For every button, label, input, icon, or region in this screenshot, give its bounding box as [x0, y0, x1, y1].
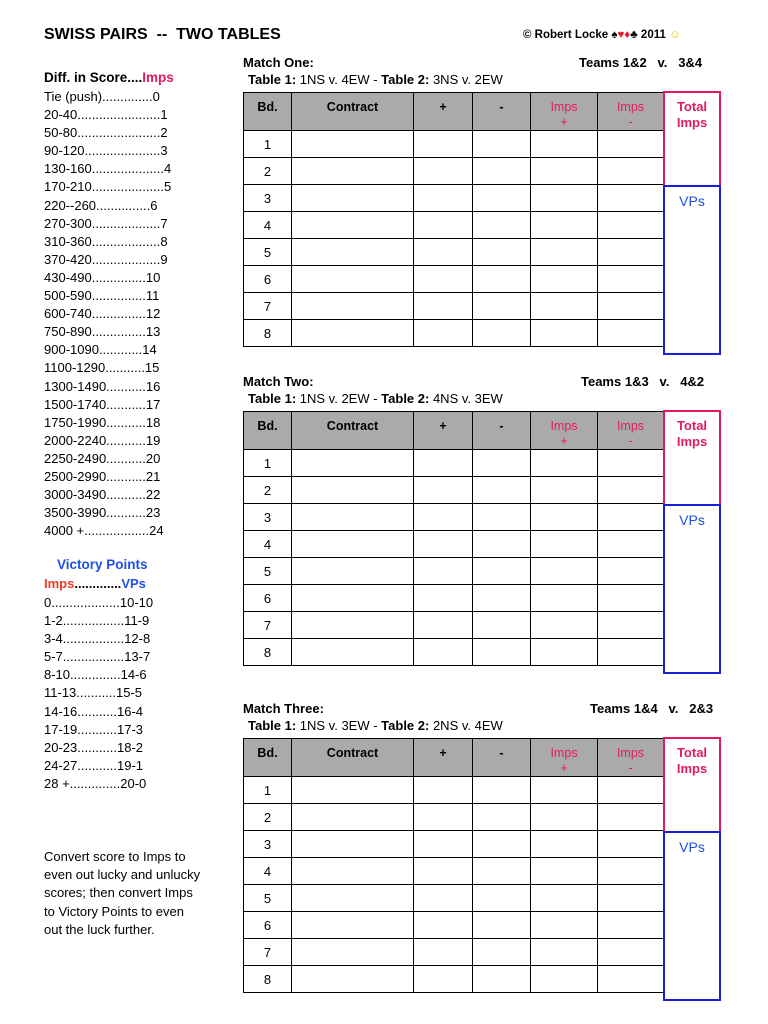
imps-minus-cell[interactable] — [598, 858, 664, 885]
board-number: 5 — [244, 239, 292, 266]
imps-minus-line2: - — [628, 115, 633, 129]
total-imps-box[interactable] — [663, 91, 721, 187]
table2-label: Table 2: — [381, 391, 430, 406]
table1-label: Table 1: — [248, 391, 297, 406]
match-title: Match One: — [243, 55, 314, 70]
vp-scale-row: 20-23...........18-2 — [44, 739, 143, 755]
contract-cell[interactable] — [292, 531, 414, 558]
contract-cell[interactable] — [292, 612, 414, 639]
imps-scale-row: 90-120.....................3 — [44, 143, 168, 159]
plus-score-cell[interactable] — [414, 504, 473, 531]
contract-cell[interactable] — [292, 266, 414, 293]
col-header-bd: Bd. — [244, 412, 292, 450]
board-row — [244, 185, 721, 212]
vp-scale-row: 11-13...........15-5 — [44, 685, 143, 701]
board-row — [244, 450, 721, 477]
imps-minus-cell[interactable] — [598, 158, 664, 185]
board-row — [244, 531, 721, 558]
plus-score-cell[interactable] — [414, 585, 473, 612]
imps-plus-cell[interactable] — [531, 239, 598, 266]
minus-score-cell[interactable] — [473, 477, 531, 504]
board-number: 4 — [244, 531, 292, 558]
imps-minus-cell[interactable] — [598, 185, 664, 212]
board-number: 2 — [244, 158, 292, 185]
total-imps-label-2: Imps — [676, 761, 708, 776]
board-row — [244, 212, 721, 239]
plus-score-cell[interactable] — [414, 639, 473, 666]
col-header-minus: - — [473, 739, 531, 777]
minus-score-cell[interactable] — [473, 293, 531, 320]
board-number: 4 — [244, 858, 292, 885]
board-row — [244, 158, 721, 185]
contract-cell[interactable] — [292, 777, 414, 804]
imps-plus-cell[interactable] — [531, 212, 598, 239]
minus-score-cell[interactable] — [473, 858, 531, 885]
contract-cell[interactable] — [292, 639, 414, 666]
imps-plus-cell[interactable] — [531, 585, 598, 612]
imps-scale-row: 370-420...................9 — [44, 251, 168, 267]
imps-minus-cell[interactable] — [598, 612, 664, 639]
contract-cell[interactable] — [292, 239, 414, 266]
minus-score-cell[interactable] — [473, 939, 531, 966]
match-title: Match Two: — [243, 374, 314, 389]
plus-score-cell[interactable] — [414, 558, 473, 585]
minus-score-cell[interactable] — [473, 966, 531, 993]
minus-score-cell[interactable] — [473, 158, 531, 185]
board-row — [244, 777, 721, 804]
plus-score-cell[interactable] — [414, 804, 473, 831]
board-row — [244, 585, 721, 612]
board-row — [244, 293, 721, 320]
imps-plus-cell[interactable] — [531, 831, 598, 858]
board-number: 6 — [244, 585, 292, 612]
vp-scale-list — [44, 594, 153, 793]
imps-scale-row: 270-300...................7 — [44, 215, 168, 231]
board-number: 5 — [244, 558, 292, 585]
col-header-imps-plus — [531, 93, 598, 131]
board-row — [244, 477, 721, 504]
contract-cell[interactable] — [292, 885, 414, 912]
imps-plus-cell[interactable] — [531, 939, 598, 966]
imps-minus-cell[interactable] — [598, 966, 664, 993]
imps-minus-cell[interactable] — [598, 885, 664, 912]
table2-pairing: 3NS v. 2EW — [429, 72, 503, 87]
page-title: SWISS PAIRS -- TWO TABLES — [44, 26, 281, 43]
imps-plus-cell[interactable] — [531, 612, 598, 639]
imps-scale-list — [44, 88, 171, 540]
contract-cell[interactable] — [292, 912, 414, 939]
imps-minus-cell[interactable] — [598, 558, 664, 585]
plus-score-cell[interactable] — [414, 266, 473, 293]
board-number: 6 — [244, 266, 292, 293]
imps-plus-cell[interactable] — [531, 293, 598, 320]
imps-minus-line1: Imps — [616, 100, 645, 114]
imps-scale-row: 430-490...............10 — [44, 269, 161, 285]
plus-score-cell[interactable] — [414, 450, 473, 477]
board-number: 3 — [244, 831, 292, 858]
imps-minus-cell[interactable] — [598, 831, 664, 858]
imps-scale-row: 750-890...............13 — [44, 324, 161, 340]
plus-score-cell[interactable] — [414, 158, 473, 185]
table1-pairing: 1NS v. 3EW - — [296, 718, 382, 733]
imps-minus-cell[interactable] — [598, 639, 664, 666]
vps-box[interactable]: VPs — [663, 504, 721, 674]
match-teams: Teams 1&3 v. 4&2 — [581, 374, 705, 389]
imps-scale-row: 130-160....................4 — [44, 161, 172, 177]
diamond-icon: ♦ — [624, 29, 631, 41]
imps-minus-cell[interactable] — [598, 939, 664, 966]
plus-score-cell[interactable] — [414, 885, 473, 912]
minus-score-cell[interactable] — [473, 504, 531, 531]
imps-plus-line1: Imps — [550, 100, 578, 114]
score-table — [243, 92, 721, 347]
col-header-minus: - — [473, 93, 531, 131]
plus-score-cell[interactable] — [414, 239, 473, 266]
board-row — [244, 831, 721, 858]
minus-score-cell[interactable] — [473, 131, 531, 158]
imps-plus-cell[interactable] — [531, 131, 598, 158]
col-header-imps-minus — [598, 412, 664, 450]
imps-minus-cell[interactable] — [598, 531, 664, 558]
board-row — [244, 558, 721, 585]
contract-cell[interactable] — [292, 320, 414, 347]
imps-scale-row: 600-740...............12 — [44, 306, 161, 322]
table-assignment — [248, 718, 503, 733]
col-header-imps-minus — [598, 93, 664, 131]
imps-scale-row: Tie (push)..............0 — [44, 89, 160, 104]
board-number: 7 — [244, 293, 292, 320]
conversion-note: Convert score to Imps to even out lucky and unlucky scores; then convert Imps to Victory Points to even out the luck further. — [44, 849, 201, 937]
imps-scale-row: 170-210....................5 — [44, 179, 172, 195]
imps-plus-cell[interactable] — [531, 320, 598, 347]
minus-score-cell[interactable] — [473, 639, 531, 666]
imps-plus-line1: Imps — [550, 419, 578, 433]
contract-cell[interactable] — [292, 185, 414, 212]
imps-scale-row: 500-590...............11 — [44, 288, 160, 304]
score-table — [243, 411, 721, 666]
board-number: 7 — [244, 939, 292, 966]
total-imps-box[interactable] — [663, 410, 721, 506]
vp-scale-row: 14-16...........16-4 — [44, 703, 143, 719]
col-header-imps-plus — [531, 412, 598, 450]
board-number: 3 — [244, 185, 292, 212]
imps-plus-cell[interactable] — [531, 966, 598, 993]
imps-minus-line1: Imps — [616, 746, 645, 760]
col-header-bd: Bd. — [244, 739, 292, 777]
vps-box[interactable]: VPs — [663, 185, 721, 355]
imps-scale-row: 50-80.......................2 — [44, 125, 168, 141]
contract-cell[interactable] — [292, 858, 414, 885]
imps-minus-cell[interactable] — [598, 239, 664, 266]
col-header-imps-plus — [531, 739, 598, 777]
plus-score-cell[interactable] — [414, 831, 473, 858]
vp-scale-row: 8-10..............14-6 — [44, 667, 147, 683]
contract-cell[interactable] — [292, 212, 414, 239]
board-number: 3 — [244, 504, 292, 531]
contract-cell[interactable] — [292, 558, 414, 585]
spade-icon: ♠ — [611, 29, 618, 41]
imps-minus-cell[interactable] — [598, 504, 664, 531]
plus-score-cell[interactable] — [414, 966, 473, 993]
contract-cell[interactable] — [292, 158, 414, 185]
minus-score-cell[interactable] — [473, 212, 531, 239]
minus-score-cell[interactable] — [473, 239, 531, 266]
imps-minus-cell[interactable] — [598, 777, 664, 804]
col-header-plus: + — [414, 93, 473, 131]
imps-minus-cell[interactable] — [598, 450, 664, 477]
table2-label: Table 2: — [381, 72, 430, 87]
board-row — [244, 504, 721, 531]
imps-minus-cell[interactable] — [598, 320, 664, 347]
imps-minus-cell[interactable] — [598, 585, 664, 612]
col-header-imps-minus — [598, 739, 664, 777]
board-number: 8 — [244, 320, 292, 347]
plus-score-cell[interactable] — [414, 131, 473, 158]
imps-plus-cell[interactable] — [531, 266, 598, 293]
board-number: 2 — [244, 477, 292, 504]
board-row — [244, 858, 721, 885]
table2-label: Table 2: — [381, 718, 430, 733]
copyright-year: 2011 — [640, 29, 666, 41]
smiley-icon: ☺ — [669, 29, 681, 41]
table1-pairing: 1NS v. 2EW - — [296, 391, 382, 406]
imps-scale-row: 4000 +..................24 — [44, 523, 164, 539]
imps-scale-row: 1300-1490...........16 — [44, 378, 161, 394]
board-row — [244, 966, 721, 993]
contract-cell[interactable] — [292, 939, 414, 966]
plus-score-cell[interactable] — [414, 939, 473, 966]
imps-minus-cell[interactable] — [598, 212, 664, 239]
heart-icon: ♥ — [617, 29, 625, 41]
vp-scale-row: 1-2.................11-9 — [44, 613, 150, 629]
board-number: 1 — [244, 450, 292, 477]
imps-minus-cell[interactable] — [598, 804, 664, 831]
imps-minus-line2: - — [628, 434, 633, 448]
plus-score-cell[interactable] — [414, 185, 473, 212]
board-number: 5 — [244, 885, 292, 912]
imps-plus-cell[interactable] — [531, 504, 598, 531]
table2-pairing: 2NS v. 4EW — [429, 718, 503, 733]
contract-cell[interactable] — [292, 804, 414, 831]
plus-score-cell[interactable] — [414, 212, 473, 239]
minus-score-cell[interactable] — [473, 912, 531, 939]
imps-plus-cell[interactable] — [531, 158, 598, 185]
imps-minus-line1: Imps — [616, 419, 645, 433]
minus-score-cell[interactable] — [473, 185, 531, 212]
col-header-contract: Contract — [292, 93, 414, 131]
plus-score-cell[interactable] — [414, 777, 473, 804]
board-number: 8 — [244, 639, 292, 666]
contract-cell[interactable] — [292, 966, 414, 993]
match-teams: Teams 1&4 v. 2&3 — [590, 701, 714, 716]
imps-minus-cell[interactable] — [598, 477, 664, 504]
contract-cell[interactable] — [292, 831, 414, 858]
imps-scale-row: 310-360...................8 — [44, 233, 168, 249]
imps-plus-cell[interactable] — [531, 804, 598, 831]
vp-scale-row: 5-7.................13-7 — [44, 649, 151, 665]
imps-minus-cell[interactable] — [598, 266, 664, 293]
board-row — [244, 612, 721, 639]
board-row — [244, 639, 721, 666]
board-row — [244, 266, 721, 293]
board-row — [244, 885, 721, 912]
imps-scale-row: 900-1090............14 — [44, 342, 157, 358]
imps-plus-cell[interactable] — [531, 777, 598, 804]
imps-plus-cell[interactable] — [531, 450, 598, 477]
col-header-minus: - — [473, 412, 531, 450]
board-row — [244, 804, 721, 831]
board-number: 6 — [244, 912, 292, 939]
minus-score-cell[interactable] — [473, 777, 531, 804]
contract-cell[interactable] — [292, 131, 414, 158]
imps-minus-cell[interactable] — [598, 131, 664, 158]
col-header-plus: + — [414, 739, 473, 777]
vp-scale-header — [44, 575, 146, 593]
imps-scale-row: 2250-2490...........20 — [44, 450, 161, 466]
board-row — [244, 239, 721, 266]
table1-label: Table 1: — [248, 72, 297, 87]
imps-plus-line1: Imps — [550, 746, 578, 760]
minus-score-cell[interactable] — [473, 320, 531, 347]
plus-score-cell[interactable] — [414, 858, 473, 885]
imps-plus-line2: + — [560, 434, 568, 448]
board-number: 1 — [244, 131, 292, 158]
board-number: 7 — [244, 612, 292, 639]
imps-scale-row: 2000-2240...........19 — [44, 432, 161, 448]
vp-scale-row: 3-4.................12-8 — [44, 631, 151, 647]
imps-title-prefix: Diff. in Score.... — [44, 70, 143, 85]
total-imps-label-1: Total — [676, 745, 708, 760]
imps-plus-cell[interactable] — [531, 558, 598, 585]
total-imps-box[interactable] — [663, 737, 721, 833]
match-title: Match Three: — [243, 701, 324, 716]
imps-scale-row: 3000-3490...........22 — [44, 487, 161, 503]
plus-score-cell[interactable] — [414, 477, 473, 504]
imps-scale-row: 1100-1290...........15 — [44, 360, 160, 376]
imps-scale-row: 2500-2990...........21 — [44, 468, 161, 484]
contract-cell[interactable] — [292, 477, 414, 504]
imps-title-suffix: Imps — [142, 70, 174, 85]
board-number: 8 — [244, 966, 292, 993]
table-assignment — [248, 391, 503, 406]
imps-minus-cell[interactable] — [598, 293, 664, 320]
col-header-contract: Contract — [292, 739, 414, 777]
vp-scale-row: 17-19...........17-3 — [44, 721, 143, 737]
vp-scale-row: 28 +..............20-0 — [44, 775, 147, 791]
vp-scale-title: Victory Points — [57, 557, 148, 572]
imps-plus-cell[interactable] — [531, 858, 598, 885]
plus-score-cell[interactable] — [414, 531, 473, 558]
minus-score-cell[interactable] — [473, 531, 531, 558]
imps-plus-cell[interactable] — [531, 885, 598, 912]
minus-score-cell[interactable] — [473, 885, 531, 912]
imps-scale-row: 220--260...............6 — [44, 197, 158, 213]
club-icon: ♣ — [630, 29, 638, 41]
plus-score-cell[interactable] — [414, 320, 473, 347]
imps-scale-row: 1750-1990...........18 — [44, 414, 161, 430]
vp-head-imps: Imps — [44, 576, 75, 591]
copyright-author: © Robert Locke — [523, 29, 609, 41]
imps-plus-line2: + — [560, 115, 568, 129]
contract-cell[interactable] — [292, 450, 414, 477]
vps-box[interactable]: VPs — [663, 831, 721, 1001]
imps-scale-row: 20-40.......................1 — [44, 107, 168, 123]
minus-score-cell[interactable] — [473, 585, 531, 612]
vp-scale-row: 0...................10-10 — [44, 595, 154, 610]
col-header-bd: Bd. — [244, 93, 292, 131]
table-assignment — [248, 72, 503, 87]
table1-pairing: 1NS v. 4EW - — [296, 72, 382, 87]
vp-head-vps: VPs — [121, 576, 146, 591]
col-header-contract: Contract — [292, 412, 414, 450]
plus-score-cell[interactable] — [414, 612, 473, 639]
board-number: 1 — [244, 777, 292, 804]
board-number: 4 — [244, 212, 292, 239]
board-number: 2 — [244, 804, 292, 831]
minus-score-cell[interactable] — [473, 266, 531, 293]
plus-score-cell[interactable] — [414, 912, 473, 939]
board-row — [244, 939, 721, 966]
contract-cell[interactable] — [292, 585, 414, 612]
minus-score-cell[interactable] — [473, 804, 531, 831]
imps-minus-cell[interactable] — [598, 912, 664, 939]
match-teams: Teams 1&2 v. 3&4 — [579, 55, 703, 70]
imps-plus-line2: + — [560, 761, 568, 775]
imps-plus-cell[interactable] — [531, 185, 598, 212]
total-imps-label-2: Imps — [676, 434, 708, 449]
imps-scale-row: 3500-3990...........23 — [44, 505, 161, 521]
total-imps-label-1: Total — [676, 99, 708, 114]
plus-score-cell[interactable] — [414, 293, 473, 320]
imps-scale-title — [44, 69, 174, 87]
vp-scale-row: 24-27...........19-1 — [44, 757, 143, 773]
board-row — [244, 320, 721, 347]
vp-head-dots: ............. — [74, 576, 122, 591]
minus-score-cell[interactable] — [473, 450, 531, 477]
col-header-plus: + — [414, 412, 473, 450]
contract-cell[interactable] — [292, 293, 414, 320]
imps-plus-cell[interactable] — [531, 912, 598, 939]
imps-plus-cell[interactable] — [531, 477, 598, 504]
board-row — [244, 912, 721, 939]
copyright-line — [523, 29, 681, 41]
total-imps-label-2: Imps — [676, 115, 708, 130]
contract-cell[interactable] — [292, 504, 414, 531]
minus-score-cell[interactable] — [473, 558, 531, 585]
imps-plus-cell[interactable] — [531, 531, 598, 558]
imps-scale-row: 1500-1740...........17 — [44, 396, 161, 412]
total-imps-label-1: Total — [676, 418, 708, 433]
table2-pairing: 4NS v. 3EW — [429, 391, 503, 406]
imps-plus-cell[interactable] — [531, 639, 598, 666]
table1-label: Table 1: — [248, 718, 297, 733]
minus-score-cell[interactable] — [473, 612, 531, 639]
score-table — [243, 738, 721, 993]
minus-score-cell[interactable] — [473, 831, 531, 858]
board-row — [244, 131, 721, 158]
imps-minus-line2: - — [628, 761, 633, 775]
